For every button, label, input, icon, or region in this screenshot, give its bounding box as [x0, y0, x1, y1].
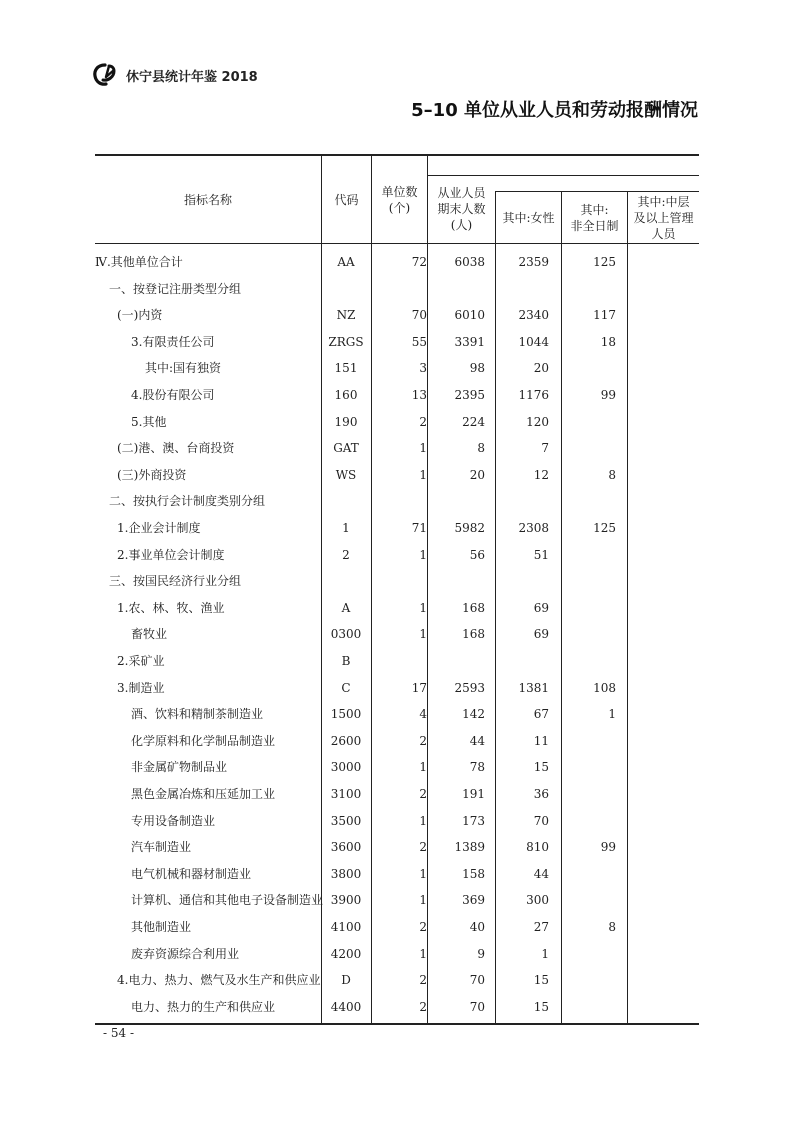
table-row	[95, 808, 699, 834]
cell-units: 1	[419, 760, 427, 775]
cell-employees: 56	[469, 547, 485, 562]
table-row	[95, 967, 699, 993]
cell-code: 3500	[330, 813, 362, 828]
cell-units: 1	[419, 547, 427, 562]
cell-female: 36	[533, 787, 549, 801]
cell-female: 70	[533, 813, 549, 828]
table-top-rule	[95, 154, 699, 156]
cell-employees: 168	[462, 600, 485, 615]
cell-employees: 70	[469, 973, 485, 988]
yearbook-logo-icon	[92, 62, 122, 88]
table-row	[95, 595, 699, 621]
cell-units: 4	[419, 707, 427, 722]
cell-units: 17	[411, 680, 427, 695]
cell-female: 15	[533, 760, 549, 775]
cell-female: 11	[533, 733, 549, 748]
cell-parttime: 125	[593, 521, 616, 535]
cell-parttime: 117	[593, 308, 616, 323]
cell-parttime: 18	[600, 334, 616, 349]
cell-employees: 9	[477, 946, 485, 961]
cell-code: 4400	[330, 999, 362, 1014]
table-row	[95, 276, 699, 302]
cell-parttime: 125	[593, 255, 616, 269]
table-row	[95, 249, 699, 275]
cell-parttime: 1	[608, 707, 616, 722]
table-bottom-rule	[95, 1023, 699, 1025]
cell-employees: 2395	[454, 388, 485, 402]
cell-units: 2	[419, 920, 427, 934]
table-row	[95, 329, 699, 355]
cell-name: 非金属矿物制品业	[131, 760, 228, 775]
cell-code: 0300	[330, 627, 362, 642]
cell-female: 12	[533, 467, 549, 482]
table-row	[95, 861, 699, 887]
cell-name: 1.企业会计制度	[117, 521, 201, 535]
cell-name: 其中:国有独资	[145, 361, 222, 376]
cell-female: 1176	[518, 388, 549, 402]
cell-code: 3000	[330, 760, 362, 775]
cell-female: 20	[533, 361, 549, 376]
cell-units: 2	[419, 414, 427, 429]
cell-code: 2600	[330, 733, 362, 748]
cell-code: 2	[342, 547, 350, 562]
cell-units: 1	[419, 441, 427, 456]
cell-name: 1.农、林、牧、渔业	[117, 600, 225, 615]
table-row	[95, 542, 699, 568]
page-title: 5–10 单位从业人员和劳动报酬情况	[411, 100, 698, 121]
cell-female: 2308	[518, 521, 549, 535]
cell-female: 2359	[518, 255, 549, 269]
cell-name: (一)内资	[117, 308, 163, 323]
cell-units: 71	[411, 521, 427, 535]
cell-female: 44	[533, 866, 549, 881]
cell-units: 1	[419, 600, 427, 615]
cell-female: 1381	[518, 680, 549, 695]
cell-code: 4200	[330, 946, 362, 961]
cell-employees: 98	[469, 361, 485, 376]
cell-female: 300	[526, 893, 549, 908]
cell-name: 黑色金属冶炼和压延加工业	[131, 787, 276, 801]
cell-units: 1	[419, 813, 427, 828]
cell-female: 51	[533, 547, 549, 562]
cell-name: (二)港、澳、台商投资	[117, 441, 235, 456]
cell-employees: 369	[462, 893, 485, 908]
cell-employees: 2593	[454, 680, 485, 695]
table-row	[95, 781, 699, 807]
table-row	[95, 834, 699, 860]
cell-code: WS	[335, 467, 357, 482]
cell-units: 13	[411, 388, 427, 402]
cell-employees: 142	[462, 707, 485, 722]
cell-code: A	[341, 600, 351, 615]
cell-code: 3900	[330, 893, 362, 908]
cell-employees: 6038	[454, 255, 485, 269]
cell-employees: 168	[462, 627, 485, 642]
cell-employees: 6010	[454, 308, 485, 323]
cell-name: 三、按国民经济行业分组	[109, 574, 242, 589]
cell-name: Ⅳ.其他单位合计	[95, 255, 183, 269]
table-row	[95, 887, 699, 913]
table-row	[95, 409, 699, 435]
cell-code: 160	[334, 388, 358, 402]
table-row	[95, 728, 699, 754]
cell-name: 2.采矿业	[117, 654, 165, 668]
cell-female: 120	[526, 414, 549, 429]
table-row	[95, 675, 699, 701]
cell-employees: 20	[469, 467, 485, 482]
brand-text: 休宁县统计年鉴 2018	[126, 69, 258, 85]
table-row	[95, 382, 699, 408]
cell-parttime: 99	[600, 388, 616, 402]
cell-name: 计算机、通信和其他电子设备制造业	[131, 893, 324, 908]
cell-employees: 78	[469, 760, 485, 775]
table-row	[95, 515, 699, 541]
cell-units: 55	[411, 334, 427, 349]
cell-name: 3.制造业	[117, 680, 165, 695]
table-row	[95, 621, 699, 647]
col-header-parttime: 其中: 非全日制	[570, 202, 619, 233]
table-row	[95, 488, 699, 514]
cell-female: 1044	[518, 334, 549, 349]
cell-name: 其他制造业	[131, 920, 192, 934]
cell-code: 1	[342, 521, 350, 535]
cell-code: 3100	[330, 787, 362, 801]
cell-units: 2	[419, 733, 427, 748]
cell-employees: 40	[469, 920, 485, 934]
cell-name: 一、按登记注册类型分组	[109, 281, 242, 296]
table-row	[95, 568, 699, 594]
cell-code: 1500	[330, 707, 362, 722]
cell-units: 70	[411, 308, 427, 323]
cell-female: 1	[541, 946, 549, 961]
cell-code: NZ	[336, 308, 356, 323]
cell-units: 2	[419, 973, 427, 988]
cell-code: ZRGS	[328, 334, 364, 349]
col-header-code: 代码	[334, 193, 359, 207]
col-header-managers: 其中:中层 及以上管理 人员	[633, 194, 694, 241]
cell-name: 汽车制造业	[131, 840, 192, 855]
cell-code: AA	[337, 255, 355, 269]
cell-units: 72	[411, 255, 427, 269]
cell-code: 4100	[330, 920, 362, 934]
cell-units: 2	[419, 840, 427, 855]
cell-name: 专用设备制造业	[131, 813, 216, 828]
cell-employees: 224	[462, 414, 485, 429]
cell-parttime: 108	[593, 680, 616, 695]
table-row	[95, 914, 699, 940]
cell-name: 二、按执行会计制度类别分组	[109, 494, 266, 509]
cell-units: 1	[419, 627, 427, 642]
col-header-female: 其中:女性	[502, 210, 555, 225]
cell-parttime: 8	[608, 920, 616, 934]
cell-code: 151	[334, 361, 358, 376]
cell-female: 69	[533, 600, 549, 615]
cell-employees: 44	[469, 733, 485, 748]
cell-name: 电力、热力的生产和供应业	[131, 999, 276, 1014]
table-row	[95, 355, 699, 381]
table-row	[95, 754, 699, 780]
cell-name: 畜牧业	[131, 627, 168, 642]
col-header-name: 指标名称	[183, 193, 232, 207]
cell-employees: 3391	[454, 334, 485, 349]
cell-code: D	[341, 973, 351, 988]
cell-employees: 70	[469, 999, 485, 1014]
cell-name: 2.事业单位会计制度	[117, 547, 225, 562]
cell-name: 4.股份有限公司	[131, 388, 215, 402]
cell-units: 3	[419, 361, 427, 376]
cell-female: 27	[533, 920, 549, 934]
cell-units: 1	[419, 866, 427, 881]
cell-female: 15	[533, 999, 549, 1014]
cell-code: 190	[334, 414, 358, 429]
cell-female: 7	[541, 441, 549, 456]
cell-name: 5.其他	[131, 414, 167, 429]
cell-employees: 1389	[454, 840, 485, 855]
cell-code: 3800	[330, 866, 362, 881]
cell-units: 1	[419, 893, 427, 908]
cell-parttime: 8	[608, 467, 616, 482]
table-row	[95, 994, 699, 1020]
table-row	[95, 462, 699, 488]
cell-parttime: 99	[600, 840, 616, 855]
cell-employees: 8	[477, 441, 485, 456]
cell-code: 3600	[330, 840, 362, 855]
table-row	[95, 941, 699, 967]
cell-employees: 158	[462, 866, 485, 881]
cell-units: 1	[419, 946, 427, 961]
table-row	[95, 648, 699, 674]
cell-female: 69	[533, 627, 549, 642]
cell-name: (三)外商投资	[117, 467, 187, 482]
cell-name: 化学原料和化学制品制造业	[131, 733, 276, 748]
table-header-rule	[95, 243, 699, 244]
cell-name: 电气机械和器材制造业	[131, 866, 252, 881]
cell-female: 2340	[518, 308, 549, 323]
cell-code: GAT	[333, 441, 359, 456]
table-row	[95, 701, 699, 727]
cell-code: B	[341, 654, 351, 668]
cell-name: 3.有限责任公司	[131, 334, 215, 349]
cell-units: 2	[419, 999, 427, 1014]
table-row	[95, 302, 699, 328]
cell-employees: 191	[462, 787, 485, 801]
cell-female: 15	[533, 973, 549, 988]
table-row	[95, 435, 699, 461]
cell-units: 2	[419, 787, 427, 801]
yearbook-brand	[92, 62, 258, 88]
cell-code: C	[341, 680, 351, 695]
col-header-employees: 从业人员 期末人数 (人)	[437, 186, 486, 232]
cell-female: 67	[533, 707, 549, 722]
cell-name: 4.电力、热力、燃气及水生产和供应业	[117, 973, 321, 988]
cell-employees: 173	[462, 813, 485, 828]
col-header-units: 单位数 (个)	[381, 185, 418, 215]
cell-employees: 5982	[454, 521, 485, 535]
cell-name: 废弃资源综合利用业	[131, 946, 240, 961]
page-number: - 54 -	[103, 1026, 135, 1040]
cell-units: 1	[419, 467, 427, 482]
cell-female: 810	[526, 840, 549, 855]
cell-name: 酒、饮料和精制茶制造业	[131, 707, 264, 722]
